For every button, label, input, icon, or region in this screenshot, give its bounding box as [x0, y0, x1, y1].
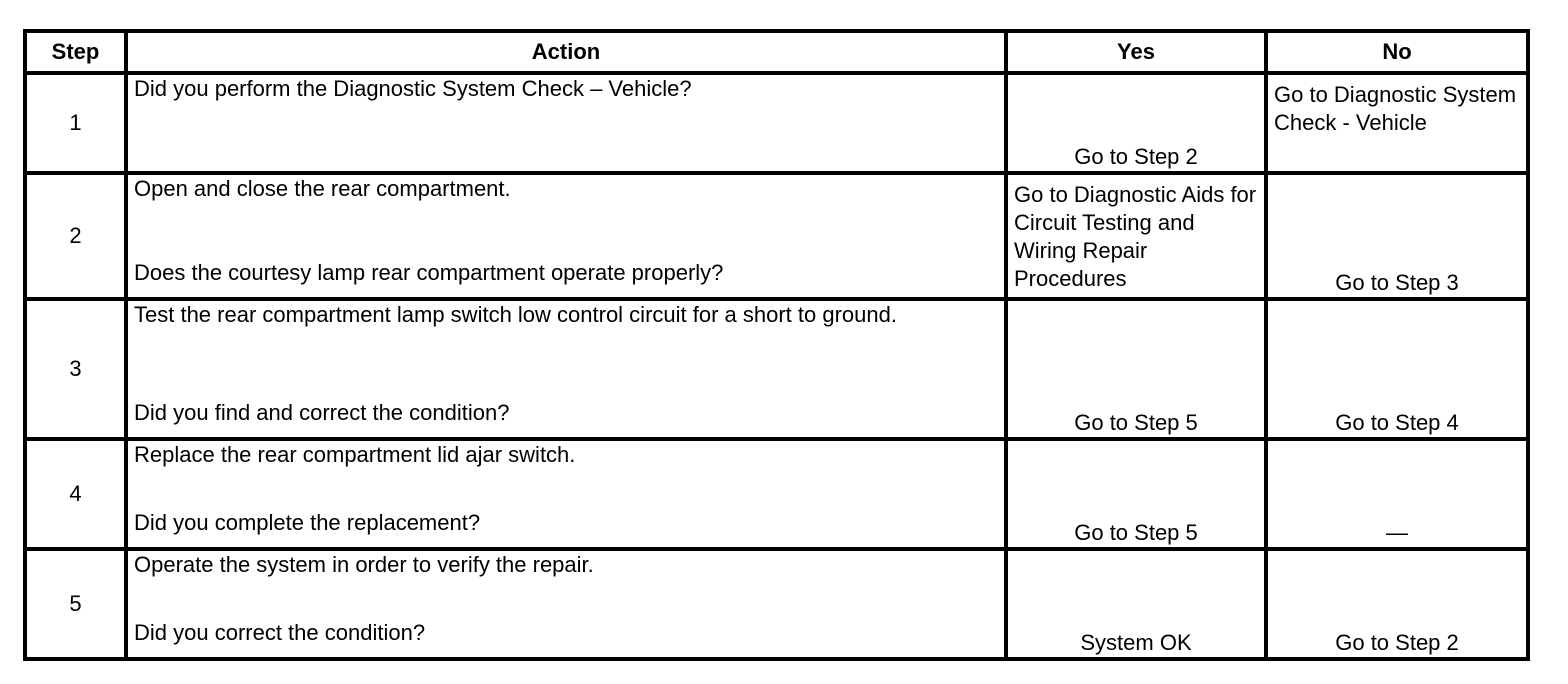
step-number: 1	[25, 73, 126, 173]
action-cell	[126, 439, 1006, 549]
yes-result: Go to Step 2	[1006, 73, 1266, 173]
no-result: —	[1266, 439, 1528, 549]
action-cell	[126, 549, 1006, 659]
no-result: Go to Step 2	[1266, 549, 1528, 659]
action-question: Did you find and correct the condition?	[134, 400, 510, 425]
header-no: No	[1266, 31, 1528, 73]
step-number: 4	[25, 439, 126, 549]
no-result: Go to Step 3	[1266, 173, 1528, 299]
step-number: 2	[25, 173, 126, 299]
header-yes: Yes	[1006, 31, 1266, 73]
table-row	[25, 299, 1528, 439]
yes-result: Go to Step 5	[1006, 439, 1266, 549]
action-question: Does the courtesy lamp rear compartment operate properly?	[134, 260, 724, 285]
action-cell	[126, 173, 1006, 299]
step-number: 5	[25, 549, 126, 659]
no-result: Go to Diagnostic System Check - Vehicle	[1266, 73, 1528, 173]
header-action: Action	[126, 31, 1006, 73]
action-instruction: Replace the rear compartment lid ajar switch.	[134, 442, 576, 467]
step-number: 3	[25, 299, 126, 439]
table-row	[25, 173, 1528, 299]
yes-result: Go to Diagnostic Aids for Circuit Testing and Wiring Repair Procedures	[1006, 173, 1266, 299]
table-row	[25, 73, 1528, 173]
no-result: Go to Step 4	[1266, 299, 1528, 439]
diagnostic-table	[23, 29, 1530, 661]
header-row	[25, 31, 1528, 73]
action-instruction: Operate the system in order to verify the repair.	[134, 552, 594, 577]
action-instruction: Open and close the rear compartment.	[134, 176, 511, 201]
action-instruction: Test the rear compartment lamp switch low control circuit for a short to ground.	[134, 302, 897, 327]
yes-result: Go to Step 5	[1006, 299, 1266, 439]
table-row	[25, 549, 1528, 659]
action-cell	[126, 299, 1006, 439]
header-step: Step	[25, 31, 126, 73]
action-question: Did you correct the condition?	[134, 620, 426, 645]
action-cell	[126, 73, 1006, 173]
action-instruction: Did you perform the Diagnostic System Check – Vehicle?	[134, 76, 692, 101]
table-row	[25, 439, 1528, 549]
yes-result: System OK	[1006, 549, 1266, 659]
action-question: Did you complete the replacement?	[134, 510, 481, 535]
